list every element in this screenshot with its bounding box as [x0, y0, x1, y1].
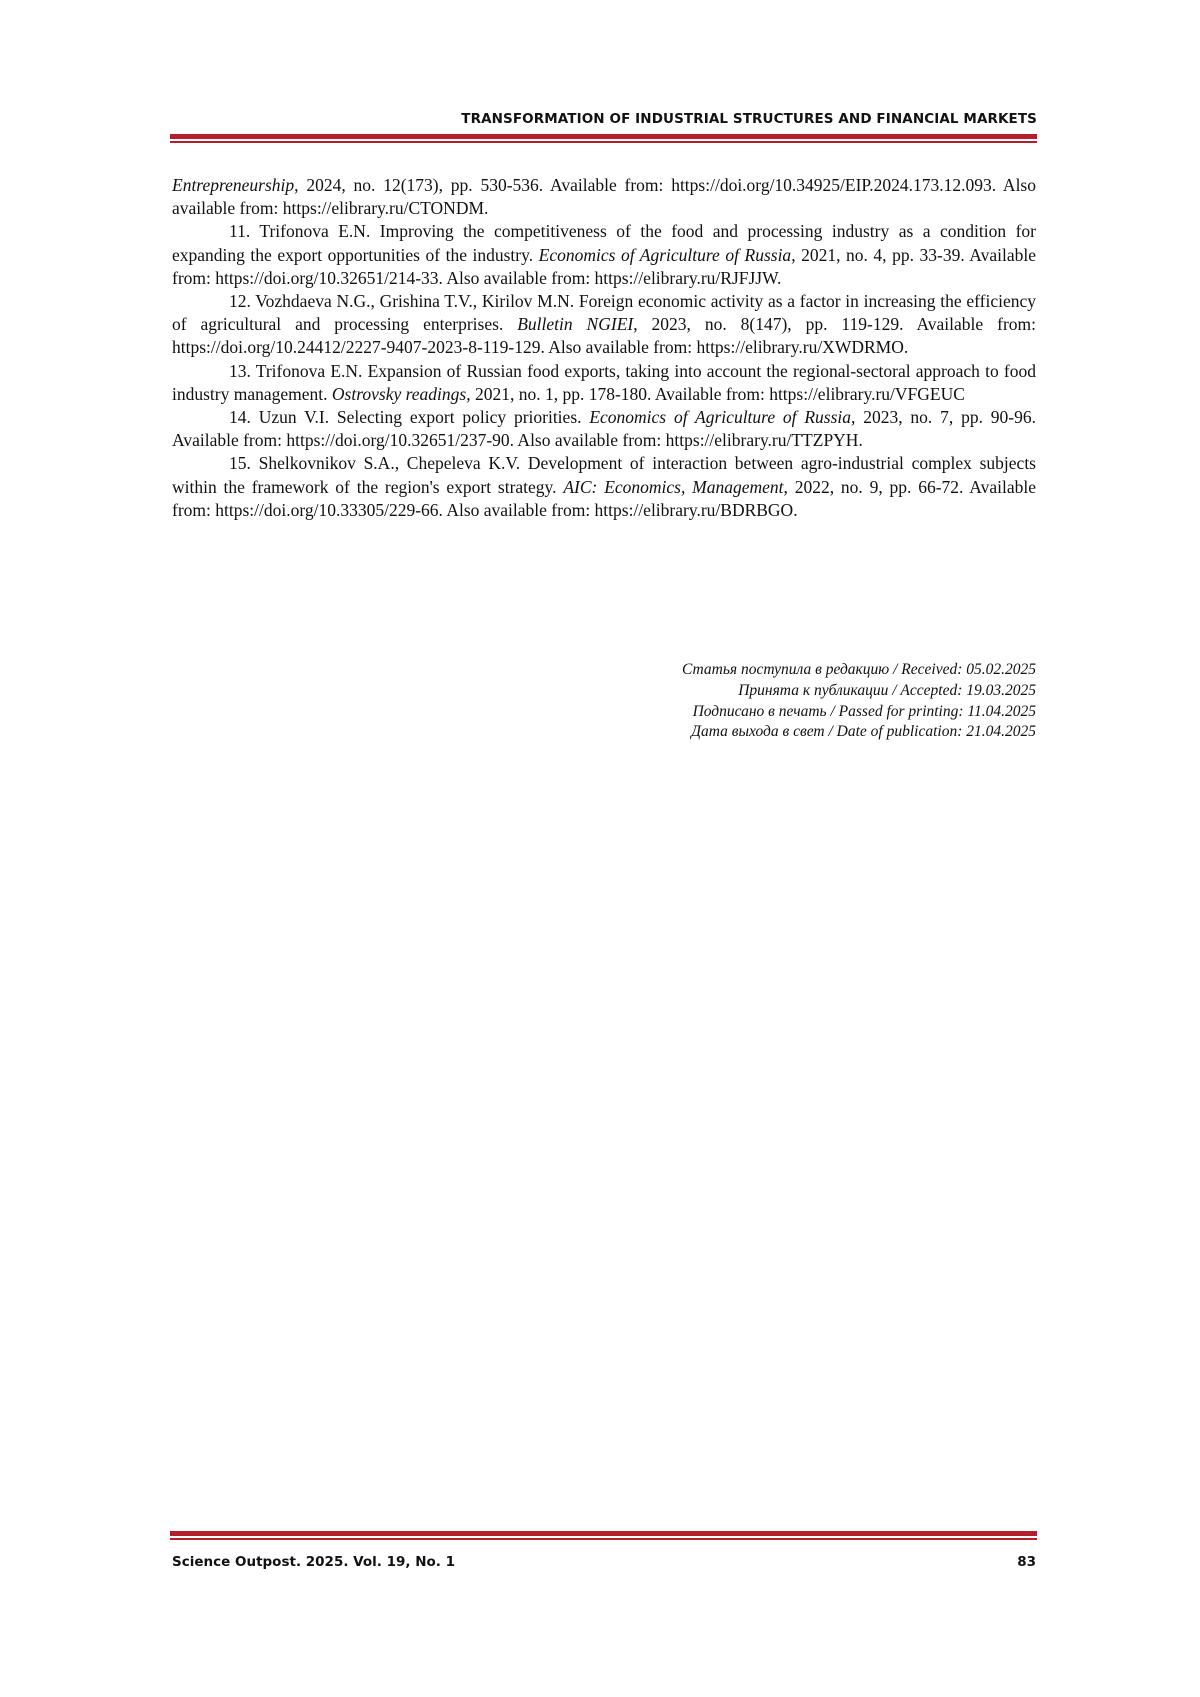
reference-lead: 15. Shelkovnikov S.A., Chepeleva K.V. Development of interaction between agro-industrial complex subjects within the framework of the region's export strategy. — [172, 453, 1036, 497]
reference-details: , 2023, no. 8(147), pp. 119-129. Available from: https://doi.org/10.24412/2227-9407-2023-8-119-129. Also available from: https://elibrary.ru/XWDRMO. — [172, 314, 1036, 358]
reference-details: , 2024, no. 12(173), pp. 530-536. Available from: https://doi.org/10.34925/EIP.2024.173.12.093. Also available from: https://elibrary.ru/CTONDM. — [172, 175, 1036, 219]
header-rule-thick — [170, 134, 1037, 139]
reference-journal: Economics of Agriculture of Russia — [589, 407, 852, 428]
header-rule-thin — [170, 141, 1037, 143]
reference-item-13 — [172, 360, 1036, 406]
reference-lead: 13. Trifonova E.N. Expansion of Russian food exports, taking into account the regional-sectoral approach to food industry management. — [172, 360, 1036, 404]
date-received: Статья поступила в редакцию / Received: 05.02.2025 — [681, 661, 1036, 678]
reference-item-14 — [172, 406, 1036, 452]
reference-lead: 11. Trifonova E.N. Improving the competitiveness of the food and processing industry as a condition for expanding the export opportunities of the industry. — [172, 221, 1036, 265]
footer-rule-thick — [170, 1531, 1037, 1536]
date-publication: Дата выхода в свет / Date of publication: 21.04.2025 — [691, 723, 1036, 741]
reference-journal: Economics of Agriculture of Russia — [538, 244, 792, 265]
reference-item-12 — [172, 290, 1036, 360]
reference-details: , 2023, no. 7, pp. 90-96. Available from: https://doi.org/10.32651/237-90. Also available from: https://elibrary.ru/TTZPYH. — [172, 407, 1036, 451]
date-accepted: Принята к публикации / Accepted: 19.03.2025 — [738, 681, 1036, 699]
reference-details: , 2022, no. 9, pp. 66-72. Available from: https://doi.org/10.33305/229-66. Also available from: https://elibrary.ru/BDRBGO. — [172, 476, 1037, 520]
reference-journal: Bulletin NGIEI — [517, 314, 634, 335]
article-dates — [500, 660, 1036, 743]
reference-journal: AIC: Economics, Management — [563, 476, 784, 497]
reference-details: , 2021, no. 4, pp. 33-39. Available from: https://doi.org/10.32651/214-33. Also available from: https://elibrary.ru/RJFJJW. — [172, 244, 1036, 288]
reference-list — [172, 174, 1036, 522]
reference-item-15 — [172, 452, 1036, 522]
footer-rule-thin — [170, 1538, 1037, 1540]
reference-journal: Ostrovsky readings — [331, 383, 467, 404]
reference-details: , 2021, no. 1, pp. 178-180. Available from: https://elibrary.ru/VFGEUC — [466, 383, 965, 404]
reference-lead: 12. Vozhdaeva N.G., Grishina T.V., Kirilov M.N. Foreign economic activity as a factor in increasing the efficiency of agricultural and processing enterprises. — [172, 291, 1036, 335]
running-header: TRANSFORMATION OF INDUSTRIAL STRUCTURES AND FINANCIAL MARKETS — [461, 111, 1037, 127]
date-printing: Подписано в печать / Passed for printing: 11.04.2025 — [692, 702, 1036, 720]
page-number: 83 — [1017, 1554, 1036, 1570]
reference-lead: 14. Uzun V.I. Selecting export policy priorities. — [229, 407, 590, 428]
reference-continuation — [172, 174, 1036, 220]
reference-journal: Entrepreneurship — [172, 175, 295, 195]
footer-journal-info: Science Outpost. 2025. Vol. 19, No. 1 — [172, 1554, 456, 1570]
reference-item-11 — [172, 220, 1036, 290]
